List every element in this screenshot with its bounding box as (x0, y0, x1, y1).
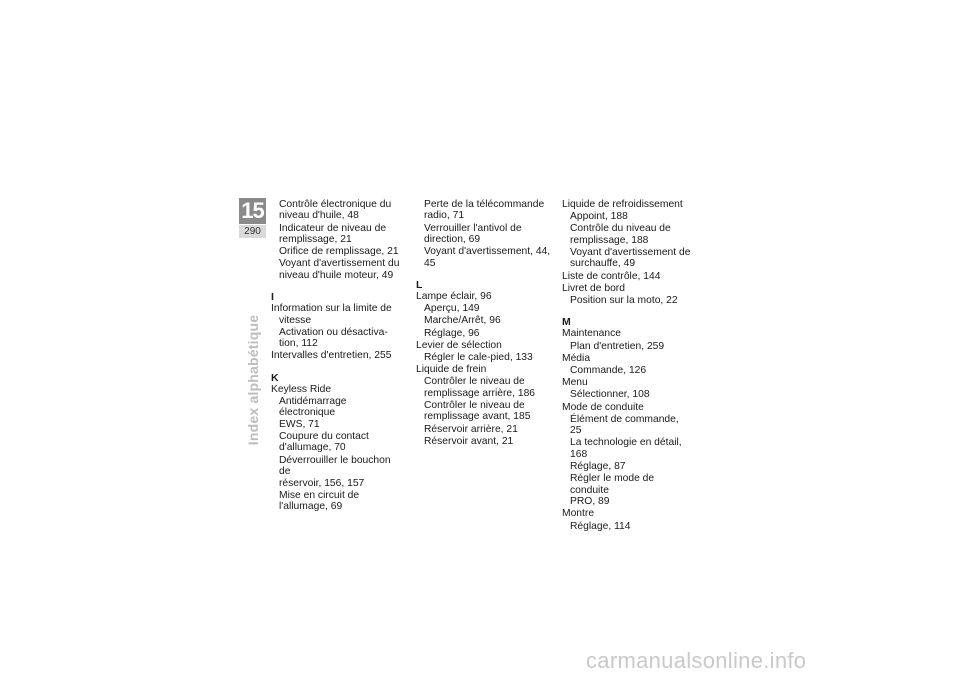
index-subentry (271, 490, 401, 513)
index-subentry (271, 246, 401, 257)
index-entry-text: Voyant d'avertissement de surchauffe, 49 (570, 247, 691, 270)
index-entry (562, 402, 692, 413)
index-subentry (271, 315, 401, 349)
index-entry-text: Marche/Arrêt, 96 (424, 315, 501, 327)
index-entry-text: Voyant d'avertissement, 44, 45 (424, 246, 551, 269)
index-entry (271, 384, 401, 395)
index-subentry (562, 247, 692, 270)
index-subentry (562, 461, 692, 472)
index-column-2 (416, 199, 551, 448)
index-subentry (562, 521, 692, 532)
index-entry-text: Lampe éclair, 96 (416, 291, 492, 303)
index-entry-text: vitesse Activation ou désactiva- tion, 112 (279, 315, 388, 350)
index-letter-heading (416, 280, 551, 291)
index-subentry (416, 315, 551, 326)
index-entry (562, 328, 692, 339)
index-entry-text: Keyless Ride (271, 383, 332, 395)
index-subentry (416, 223, 551, 246)
index-subentry (416, 303, 551, 314)
index-subentry (416, 246, 551, 269)
index-entry-text: La technologie en détail, 168 (570, 437, 682, 460)
index-subentry (562, 365, 692, 376)
index-entry-text: Commande, 126 (570, 365, 647, 377)
index-entry-text: Sélectionner, 108 (570, 389, 650, 401)
index-subentry (271, 199, 401, 222)
index-entry (416, 291, 551, 302)
index-column-3 (562, 199, 692, 533)
index-entry (562, 508, 692, 519)
index-entry (416, 340, 551, 351)
index-subentry (416, 328, 551, 339)
index-entry-text: Réservoir arrière, 21 (424, 423, 518, 435)
index-entry-text: Réglage, 114 (570, 520, 631, 532)
index-entry (562, 377, 692, 388)
index-entry-text: Mode de conduite (562, 401, 644, 413)
index-entry (562, 353, 692, 364)
index-subentry (271, 455, 401, 489)
chapter-number-badge: 15 (239, 198, 266, 224)
index-subentry (416, 436, 551, 447)
index-entry-text: Information sur la limite de (271, 303, 392, 315)
index-entry (562, 283, 692, 294)
index-entry-text: Élément de commande, 25 (570, 413, 679, 437)
index-entry-text: Liquide de frein (416, 364, 487, 376)
index-entry-text: Position sur la moto, 22 (570, 295, 678, 307)
index-entry-text: Coupure du contact d'allumage, 70 (279, 431, 369, 454)
index-entry (562, 271, 692, 282)
index-entry-text: Appoint, 188 (570, 211, 628, 223)
index-entry (416, 364, 551, 375)
index-entry-text: M (562, 316, 571, 329)
index-entry-text: Perte de la télécommande radio, 71 (424, 199, 545, 222)
index-subentry (562, 211, 692, 222)
index-entry-text: Réglage, 96 (424, 327, 480, 339)
index-entry-text: Aperçu, 149 (424, 303, 480, 315)
index-letter-heading (271, 292, 401, 303)
index-letter-heading (271, 373, 401, 384)
index-subentry (562, 437, 692, 460)
index-entry-text: Média (562, 352, 591, 364)
section-title-vertical: Index alphabétique (245, 314, 261, 446)
index-entry-text: Plan d'entretien, 259 (570, 340, 665, 352)
index-entry-text: Contrôler le niveau de remplissage avant, 185 (424, 400, 531, 423)
index-subentry (416, 199, 551, 222)
index-subentry (562, 389, 692, 400)
index-entry-text: Maintenance (562, 328, 621, 340)
index-subentry (562, 223, 692, 246)
index-entry-text: Déverrouiller le bouchon de réservoir, 156, 157 (279, 454, 391, 489)
index-entry-text: I (271, 291, 274, 304)
index-entry-text: Intervalles d'entretien, 255 (271, 350, 392, 362)
index-entry-text: K (271, 371, 279, 384)
index-subentry (416, 400, 551, 423)
index-letter-heading (562, 317, 692, 328)
index-entry-text: Indicateur de niveau de remplissage, 21 (279, 222, 387, 246)
index-entry-text: Liste de contrôle, 144 (562, 270, 661, 282)
index-entry-text: Livret de bord (562, 282, 625, 294)
watermark: carmanualsonline.info (586, 648, 807, 673)
index-entry-text: Voyant d'avertissement du niveau d'huile moteur, 49 (279, 258, 400, 281)
index-entry-text: Levier de sélection (416, 339, 502, 351)
index-entry-text: Menu (562, 377, 588, 389)
index-entry-text: Réglage, 87 (570, 461, 626, 473)
index-subentry (416, 352, 551, 363)
index-entry-text: Mise en circuit de l'allumage, 69 (279, 489, 360, 513)
index-entry-text: Contrôle du niveau de remplissage, 188 (570, 223, 671, 246)
index-entry-text: Réservoir avant, 21 (424, 435, 514, 447)
index-entry-text: L (416, 279, 423, 292)
index-entry-text: Montre (562, 508, 595, 520)
page-number: 290 (239, 225, 266, 238)
index-entry (562, 199, 692, 210)
index-subentry (271, 223, 401, 246)
index-entry (271, 350, 401, 361)
index-subentry (562, 341, 692, 352)
index-entry-text: Liquide de refroidissement (562, 199, 683, 210)
index-entry-text: Orifice de remplissage, 21 (279, 246, 399, 258)
index-entry-text: Contrôle électronique du niveau d'huile, 48 (279, 199, 392, 222)
index-subentry (416, 424, 551, 435)
index-subentry (562, 295, 692, 306)
index-entry-text: Antidémarrage électronique EWS, 71 (279, 396, 347, 430)
index-subentry (562, 473, 692, 507)
index-entry-text: Régler le mode de conduite PRO, 89 (570, 473, 655, 508)
index-entry (271, 303, 401, 314)
index-entry-text: Verrouiller l'antivol de direction, 69 (424, 222, 522, 246)
index-subentry (271, 431, 401, 454)
index-entry-text: Régler le cale-pied, 133 (424, 352, 533, 364)
index-subentry (271, 258, 401, 281)
index-subentry (271, 396, 401, 430)
index-subentry (416, 376, 551, 399)
index-column-1 (271, 199, 401, 513)
index-entry-text: Contrôler le niveau de remplissage arrière, 186 (424, 376, 536, 399)
index-subentry (562, 414, 692, 437)
